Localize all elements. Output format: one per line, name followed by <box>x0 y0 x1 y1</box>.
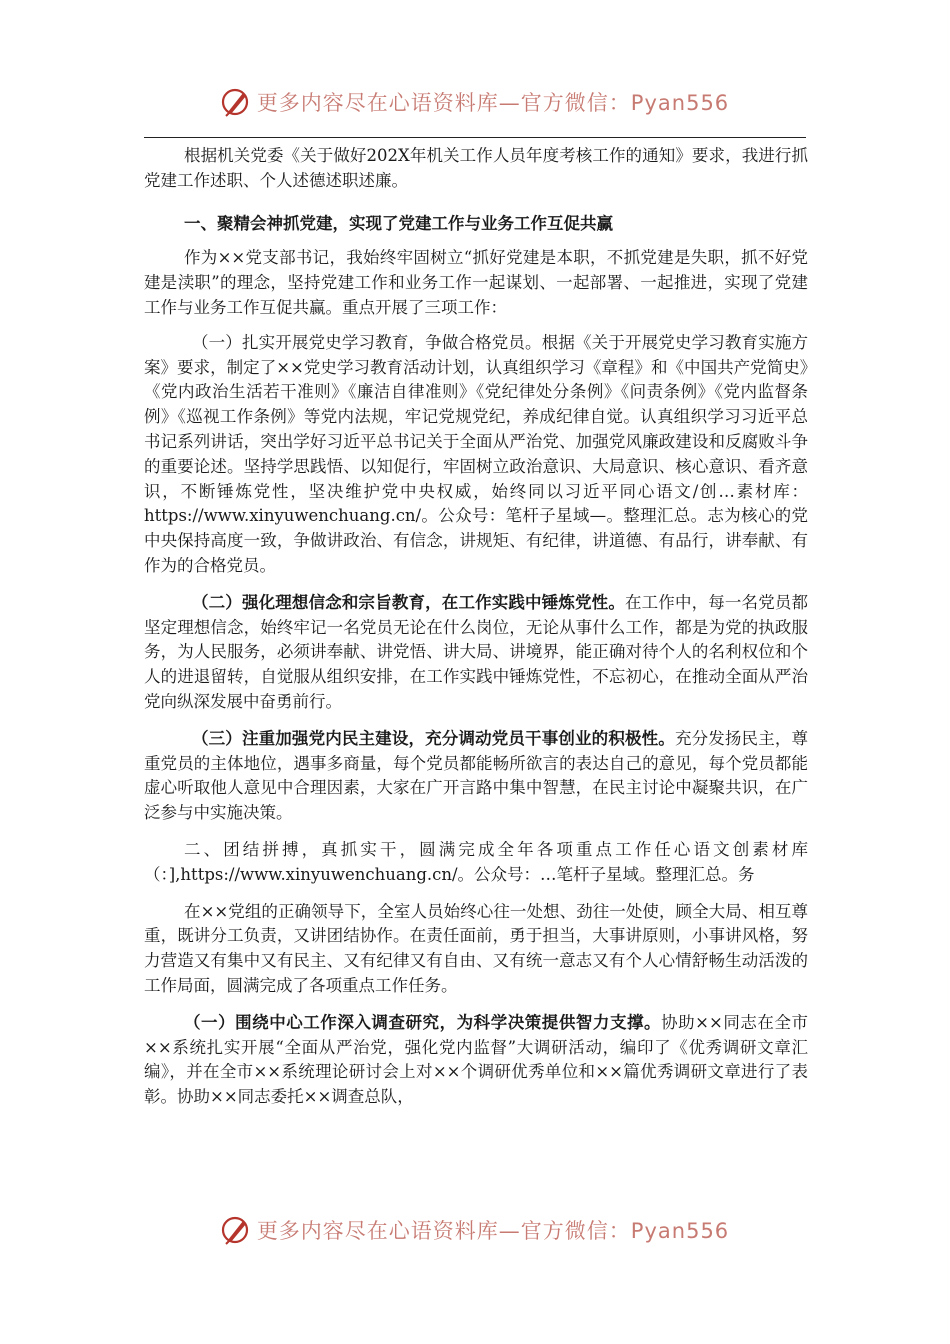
header-divider <box>144 137 806 138</box>
section1-heading: 一、聚精会神抓党建，实现了党建工作与业务工作互促共赢 <box>184 213 613 233</box>
footer-watermark <box>0 1210 950 1250</box>
section2-item1 <box>144 1011 808 1110</box>
intro-paragraph: 根据机关党委《关于做好202X年机关工作人员年度考核工作的通知》要求，我进行抓党建工作述职、个人述德述职述廉。 <box>144 146 808 190</box>
watermark-text: 更多内容尽在心语资料库—官方微信：Pyan556 <box>256 91 730 115</box>
section1-item2-title: （二）强化理想信念和宗旨教育，在工作实践中锤炼党性。 <box>192 592 625 612</box>
section2-item1-title: （一）围绕中心工作深入调查研究，为科学决策提供智力支撑。 <box>184 1012 662 1032</box>
section2-item1-body: 协助××同志在全市××系统扎实开展“全面从严治党，强化党内监督”大调研活动，编印了《优秀调研文章汇编》，并在全市××系统理论研讨会上对××个调研优秀单位和××篇优秀调研文章进行了表彰。协助××同志委托××调查总队， <box>144 1012 808 1107</box>
section1-item3-body: 充分发扬民主，尊重党员的主体地位，遇事多商量，每个党员都能畅所欲言的表达自己的意见，每个党员都能虚心听取他人意见中合理因素，大家在广开言路中集中智慧，在民主讨论中凝聚共识，在广泛参与中实施决策。 <box>144 728 809 823</box>
section2-heading: 二、团结拼搏，真抓实干，圆满完成全年各项重点工作任心语文创素材库（：],https://www.xinyuwenchuang.cn/。公众号：…笔杆子星域。整理汇总。务 <box>144 839 808 884</box>
header-watermark <box>0 82 950 122</box>
section1-item2 <box>144 591 808 715</box>
section1-item1: （一）扎实开展党史学习教育，争做合格党员。根据《关于开展党史学习教育实施方案》要求，制定了××党史学习教育活动计划，认真组织学习《章程》和《中国共产党简史》《党内政治生活若干准则》《廉洁自律准则》《党纪律处分条例》《问责条例》《党内监督条例》《巡视工作条例》等党内法规，牢记党规党纪，养成纪律自觉。认真组织学习习近平总书记系列讲话，突出学好习近平总书记关于全面从严治党、加强党风廉政建设和反腐败斗争的重要论述。坚持学思践悟、以知促行，牢固树立政治意识、大局意识、核心意识、看齐意识，不断锤炼党性，坚决维护党中央权威，始终同以习近平同心语文/创…素材库：https://www.xinyuwenchuang.cn/。公众号：笔杆子星域—。整理汇总。志为核心的党中央保持高度一致，争做讲政治、有信念，讲规矩、有纪律，讲道德、有品行，讲奉献、有作为的合格党员。 <box>144 332 808 575</box>
document-body <box>144 144 808 1110</box>
pen-nib-logo-icon <box>221 1213 251 1247</box>
section1-intro: 作为××党支部书记，我始终牢固树立“抓好党建是本职，不抓党建是失职，抓不好党建是渎职”的理念，坚持党建工作和业务工作一起谋划、一起部署、一起推进，实现了党建工作与业务工作互促共赢。重点开展了三项工作： <box>144 248 808 317</box>
section1-item3 <box>144 727 808 826</box>
watermark-text: 更多内容尽在心语资料库—官方微信：Pyan556 <box>256 1219 730 1243</box>
section2-intro: 在××党组的正确领导下，全室人员始终心往一处想、劲往一处使，顾全大局、相互尊重，既讲分工负责，又讲团结协作。在责任面前，勇于担当，大事讲原则，小事讲风格，努力营造又有集中又有民主、又有纪律又有自由、又有统一意志又有个人心情舒畅生动活泼的工作局面，圆满完成了各项重点工作任务。 <box>144 901 808 995</box>
section1-item3-title: （三）注重加强党内民主建设，充分调动党员干事创业的积极性。 <box>192 728 675 748</box>
section1-item2-body: 在工作中，每一名党员都坚定理想信念，始终牢记一名党员无论在什么岗位，无论从事什么工作，都是为党的执政服务，为人民服务，必须讲奉献、讲党悟、讲大局、讲境界，能正确对待个人的名利权位和个人的进退留转，自觉服从组织安排，在工作实践中锤炼党性，不忘初心，在推动全面从严治党向纵深发展中奋勇前行。 <box>144 592 809 711</box>
pen-nib-logo-icon <box>221 85 251 119</box>
